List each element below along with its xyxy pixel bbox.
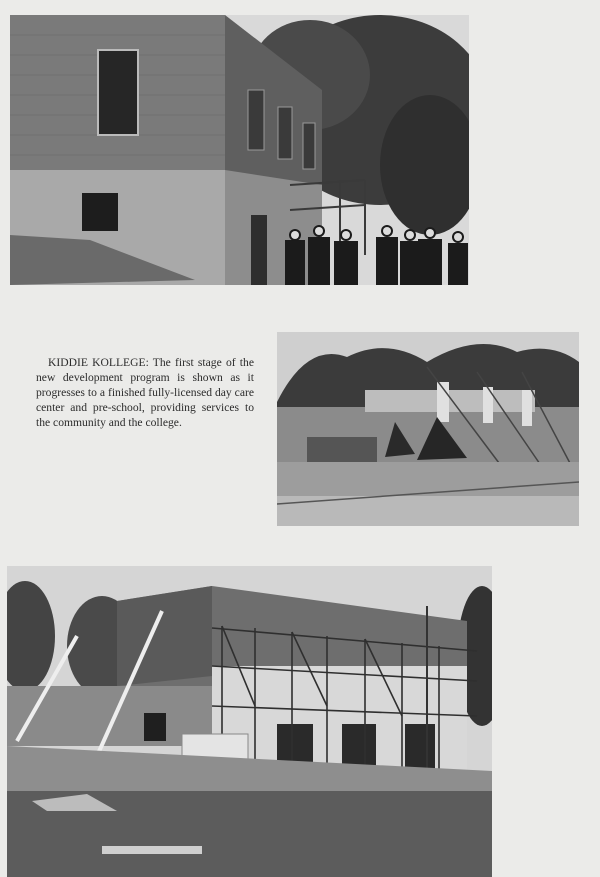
photo-foundation-site	[277, 332, 579, 526]
caption-heading: KIDDIE KOLLEGE:	[48, 355, 149, 369]
photo-caption	[36, 355, 254, 431]
photo-brick-building-group	[10, 15, 469, 285]
caption-body: The first stage of the new development program is shown as it progresses to a finished fully-licensed day care center and pre-school, providing services to the community and the college.	[36, 355, 254, 430]
photo-scaffold-building	[7, 566, 492, 877]
